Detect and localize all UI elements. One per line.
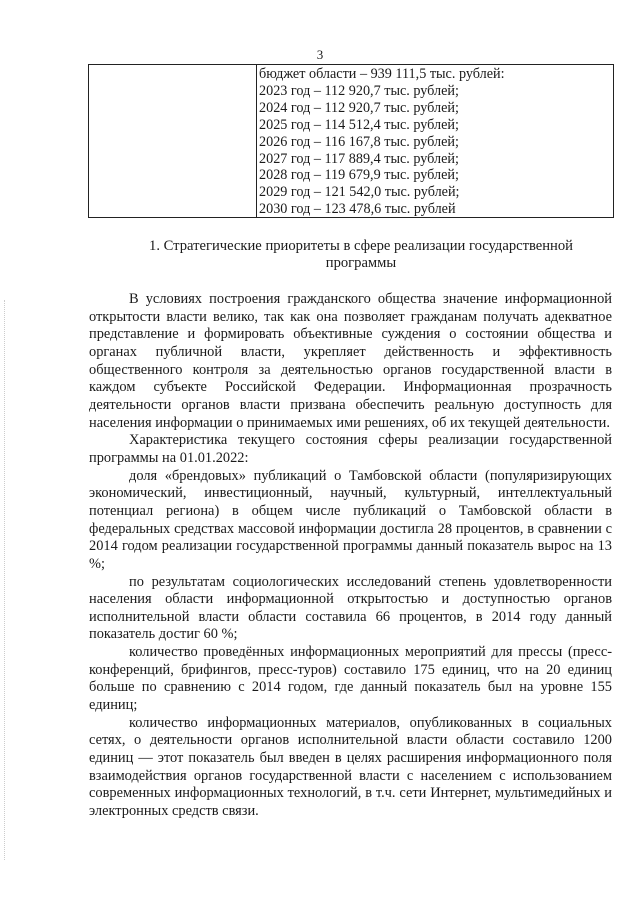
paragraph-press-events: количество проведённых информационных мероприятий для прессы (пресс-конференций, брифингов, пресс-туров) составило 175 единиц, что на 20 единиц больше по сравнению с 2014 годом, где данный показатель был на уровне 155 единиц; [89,644,612,714]
paragraph-social-networks: количество информационных материалов, опубликованных в социальных сетях, о деятельности органов исполнительной власти области составило 1200 единиц — этот показатель был введен в целях расширения информационного поля взаимодействия органов государственной власти с населением с использованием современных информационных технологий, в т.ч. сети Интернет, мультимедийных и электронных средств связи. [89,714,612,820]
budget-line-2030: 2030 год – 123 478,6 тыс. рублей [259,201,456,218]
budget-line-2026: 2026 год – 116 167,8 тыс. рублей; [259,133,459,150]
body-text [89,291,612,821]
section-heading-line1: 1. Стратегические приоритеты в сфере реализации государственной [149,238,573,254]
budget-line-2028: 2028 год – 119 679,9 тыс. рублей; [259,167,459,184]
section-heading [128,238,594,272]
budget-table [88,64,614,218]
budget-line-total: бюджет области – 939 111,5 тыс. рублей: [259,66,505,82]
budget-line-2025: 2025 год – 114 512,4 тыс. рублей; [259,116,459,133]
budget-line-2024: 2024 год – 112 920,7 тыс. рублей; [259,99,459,116]
budget-line-2029: 2029 год – 121 542,0 тыс. рублей; [259,184,460,201]
paragraph-brand-publications: доля «брендовых» публикаций о Тамбовской области (популяризирующих экономический, инвестиционный, научный, культурный, интеллектуальный потенциал региона) в общем числе публикаций о Тамбовской области в федеральных средствах массовой информации достигла 28 процентов, в сравнении с 2014 годом реализации государственной программы данный показатель вырос на 13 %; [89,467,612,572]
page-number: 3 [316,47,324,62]
section-heading-line2: программы [325,255,397,271]
budget-line-2023: 2023 год – 112 920,7 тыс. рублей; [259,82,459,99]
budget-table-left-cell [89,65,257,217]
paragraph-intro: В условиях построения гражданского общества значение информационной открытости власти велико, так как она позволяет гражданам получать адекватное представление и формировать объективные суждения о состоянии общества и органах публичной власти, укрепляет действенность и эффективность общественного контроля за деятельностью органов государственной власти в каждом субъекте Российской Федерации. Информационная прозрачность деятельности органов власти призвана обеспечить реальную доступность для населения информации о принимаемых ими решениях, об их текущей деятельности. [89,291,612,431]
paragraph-sociological-research: по результатам социологических исследований степень удовлетворенности населения области информационной открытостью и доступностью органов исполнительной власти области составила 66 процентов, в 2014 году данный показатель достиг 60 %; [89,573,612,643]
scan-edge-marks [4,300,7,860]
budget-table-right-cell [259,66,609,218]
paragraph-characteristic: Характеристика текущего состояния сферы реализации государственной программы на 01.01.2022: [89,432,612,466]
budget-line-2027: 2027 год – 117 889,4 тыс. рублей; [259,150,459,167]
